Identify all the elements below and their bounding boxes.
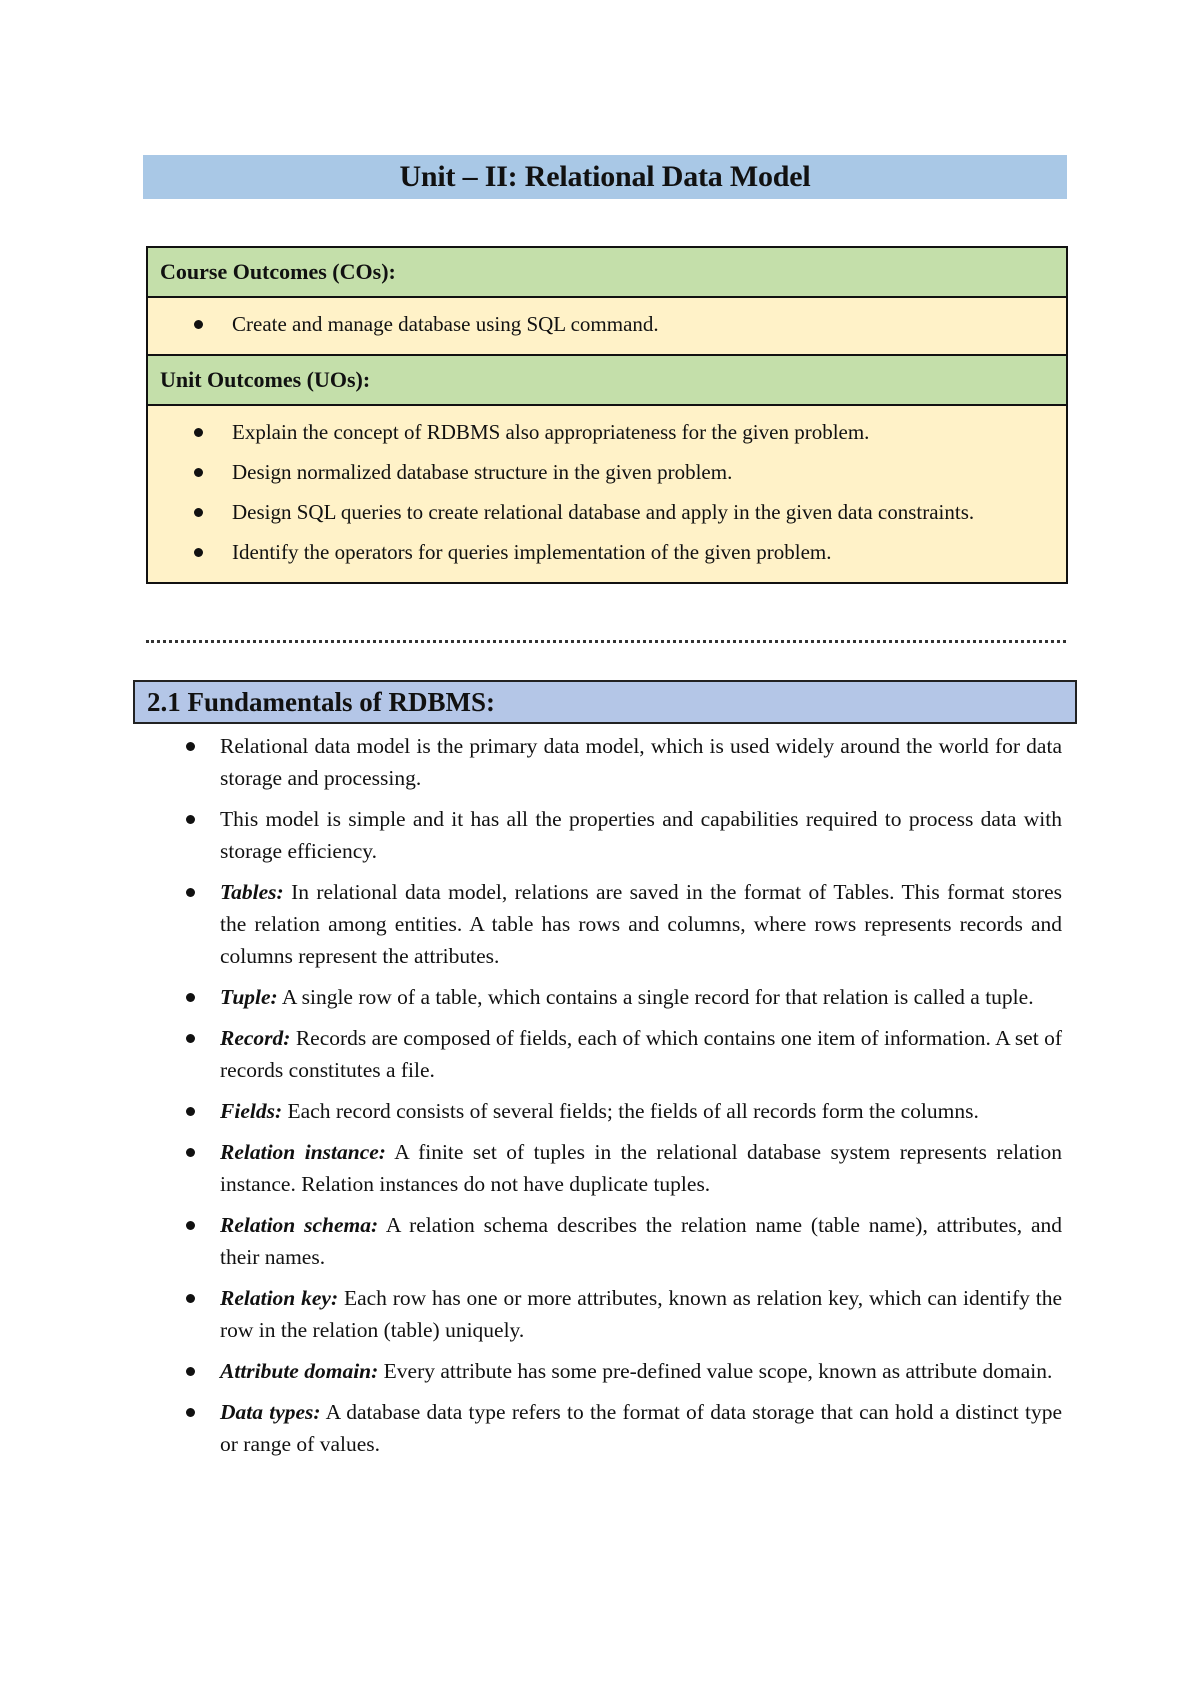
bullet-icon — [186, 1408, 195, 1417]
unit-outcomes-heading: Unit Outcomes (UOs): — [148, 356, 1066, 406]
section-content — [180, 730, 1062, 1469]
list-item: Design normalized database structure in the given problem. — [148, 456, 1054, 488]
list-item: Relational data model is the primary data model, which is used widely around the world for data storage and processing. — [180, 730, 1062, 794]
list-item: Explain the concept of RDBMS also appropriateness for the given problem. — [148, 416, 1054, 448]
bullet-icon — [194, 508, 203, 517]
list-item: Relation schema: A relation schema describes the relation name (table name), attributes, and their names. — [180, 1209, 1062, 1273]
list-item: Relation instance: A finite set of tuples in the relational database system represents relation instance. Relation instances do not have duplicate tuples. — [180, 1136, 1062, 1200]
unit-outcomes-list — [148, 406, 1066, 582]
section-banner — [133, 680, 1077, 724]
list-item: Record: Records are composed of fields, each of which contains one item of information. A set of records constitutes a file. — [180, 1022, 1062, 1086]
course-outcomes-heading: Course Outcomes (COs): — [148, 248, 1066, 298]
list-item: Design SQL queries to create relational database and apply in the given data constraints. — [148, 496, 1054, 528]
list-item: Create and manage database using SQL command. — [148, 308, 1054, 340]
dotted-divider — [146, 640, 1066, 643]
bullet-icon — [186, 1107, 195, 1116]
list-item: Data types: A database data type refers to the format of data storage that can hold a distinct type or range of values. — [180, 1396, 1062, 1460]
bullet-icon — [186, 815, 195, 824]
list-item: Tuple: A single row of a table, which contains a single record for that relation is called a tuple. — [180, 981, 1062, 1013]
bullet-icon — [186, 742, 195, 751]
title-banner — [143, 155, 1067, 199]
list-item: This model is simple and it has all the properties and capabilities required to process data with storage efficiency. — [180, 803, 1062, 867]
bullet-icon — [186, 993, 195, 1002]
bullet-icon — [186, 1148, 195, 1157]
bullet-icon — [186, 1367, 195, 1376]
list-item: Fields: Each record consists of several fields; the fields of all records form the columns. — [180, 1095, 1062, 1127]
bullet-icon — [194, 468, 203, 477]
outcomes-table — [146, 246, 1068, 584]
list-item: Attribute domain: Every attribute has some pre-defined value scope, known as attribute domain. — [180, 1355, 1062, 1387]
bullet-icon — [186, 1294, 195, 1303]
course-outcomes-list — [148, 298, 1066, 356]
list-item: Identify the operators for queries implementation of the given problem. — [148, 536, 1054, 568]
bullet-icon — [194, 428, 203, 437]
list-item: Relation key: Each row has one or more attributes, known as relation key, which can identify the row in the relation (table) uniquely. — [180, 1282, 1062, 1346]
list-item: Tables: In relational data model, relations are saved in the format of Tables. This format stores the relation among entities. A table has rows and columns, where rows represents records and columns represent the attributes. — [180, 876, 1062, 972]
section-heading: 2.1 Fundamentals of RDBMS: — [147, 686, 496, 717]
bullet-icon — [194, 320, 203, 329]
bullet-icon — [186, 888, 195, 897]
bullet-icon — [186, 1221, 195, 1230]
bullet-icon — [194, 548, 203, 557]
bullet-icon — [186, 1034, 195, 1043]
page-title: Unit – II: Relational Data Model — [399, 160, 811, 193]
